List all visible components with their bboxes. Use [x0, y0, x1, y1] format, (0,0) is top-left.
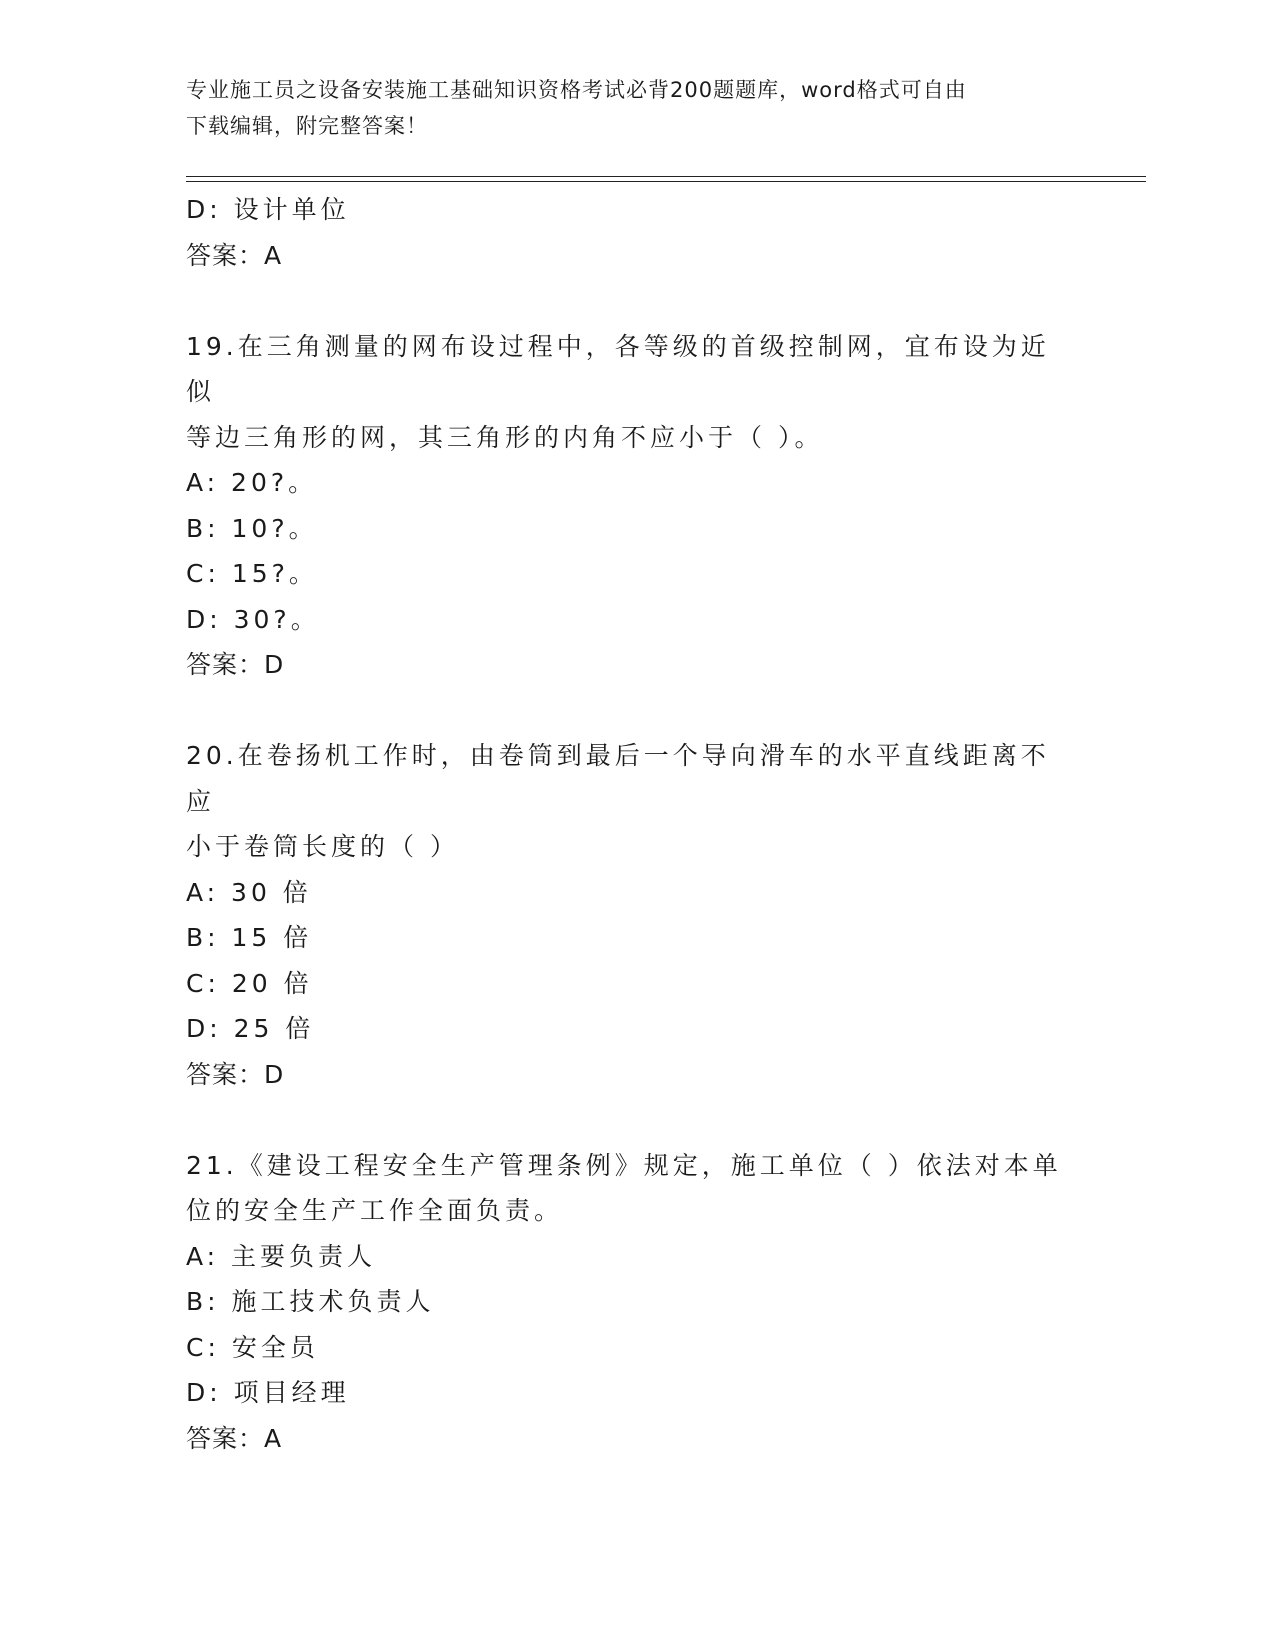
option-b: B: 15 倍 — [186, 923, 313, 952]
option-c: C: 安全员 — [186, 1332, 319, 1362]
question-text-line-1: 19.在三角测量的网布设过程中，各等级的首级控制网，宜布设为近似 — [186, 331, 1050, 406]
question-text-line-2: 位的安全生产工作全面负责。 — [186, 1196, 564, 1225]
header-line-1: 专业施工员之设备安装施工基础知识资格考试必背200题题库，word格式可自由 — [186, 78, 967, 102]
option-a: A: 30 倍 — [186, 877, 312, 907]
option-b: B: 施工技术负责人 — [186, 1287, 435, 1316]
question-text-line-2: 等边三角形的网，其三角形的内角不应小于（ ）。 — [186, 422, 824, 452]
option-c: C: 20 倍 — [186, 968, 313, 998]
header-rule-bottom — [186, 181, 1146, 182]
spacer — [186, 278, 1086, 324]
option-d: D: 30?。 — [186, 604, 320, 634]
question-content — [186, 187, 1086, 1461]
option-d: D: 项目经理 — [186, 1378, 350, 1407]
option-a: A: 20?。 — [186, 468, 318, 497]
document-header — [186, 72, 1066, 144]
header-rule-top — [186, 176, 1146, 177]
option-d: D: 25 倍 — [186, 1014, 315, 1043]
question-text-line-2: 小于卷筒长度的（ ） — [186, 832, 459, 861]
answer-line: 答案：A — [186, 1423, 283, 1453]
answer-line: 答案：D — [186, 650, 285, 679]
option-a: A: 主要负责人 — [186, 1241, 377, 1271]
question-text-line-1: 21.《建设工程安全生产管理条例》规定，施工单位（ ）依法对本单 — [186, 1150, 1062, 1180]
question-19 — [186, 324, 1086, 688]
option-d: D: 设计单位 — [186, 195, 350, 224]
question-20 — [186, 733, 1086, 1097]
header-line-2: 下载编辑，附完整答案！ — [186, 114, 428, 138]
spacer — [186, 688, 1086, 734]
option-b: B: 10?。 — [186, 513, 318, 543]
spacer — [186, 1097, 1086, 1143]
answer-line: 答案：D — [186, 1059, 285, 1089]
question-21 — [186, 1143, 1086, 1462]
answer-line: 答案：A — [186, 240, 283, 270]
question-text-line-1: 20.在卷扬机工作时，由卷筒到最后一个导向滑车的水平直线距离不应 — [186, 741, 1050, 816]
option-c: C: 15?。 — [186, 559, 318, 588]
